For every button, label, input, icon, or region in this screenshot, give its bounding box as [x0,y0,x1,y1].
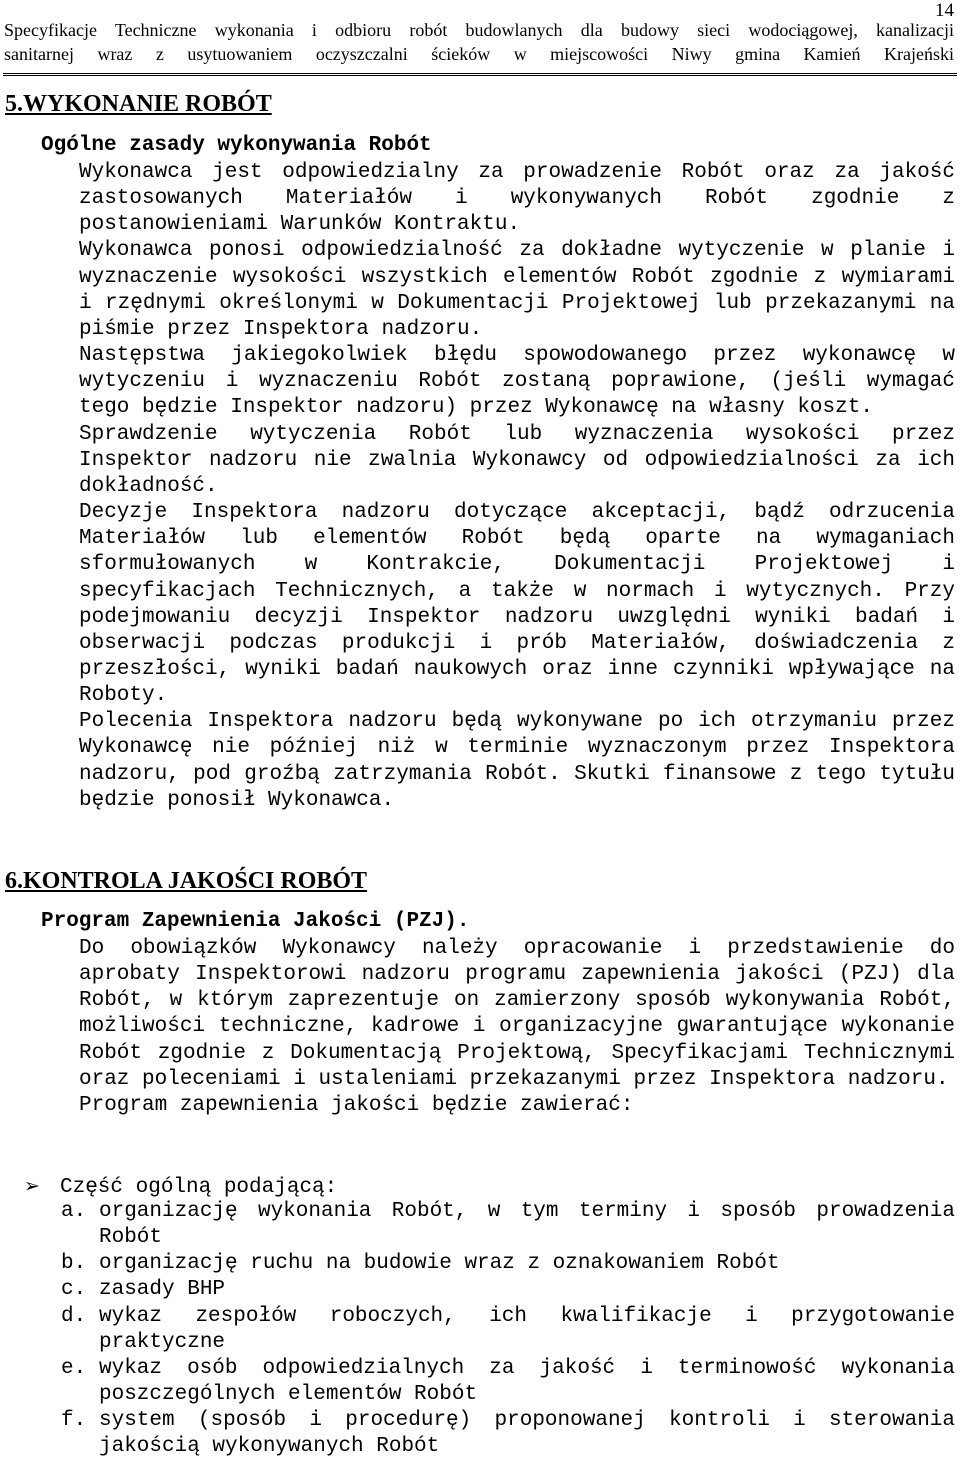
list-item [61,1304,955,1356]
list-item-text: organizację ruchu na budowie wraz z oznakowaniem Robót [99,1252,780,1276]
paragraph: Program zapewnienia jakości będzie zawierać: [79,1093,634,1117]
section-6-body [79,936,955,1119]
requirements-list [61,1199,955,1461]
list-item [61,1277,955,1303]
list-marker: a. [61,1200,87,1223]
running-header-line-2: sanitarnej wraz z usytuowaniem oczyszczalni ścieków w miejscowości Niwy gmina Kamień Krajeński [4,44,954,64]
section-5-subheading: Ogólne zasady wykonywania Robót [41,134,432,157]
running-header-line-1: Specyfikacje Techniczne wykonania i odbioru robót budowlanych dla budowy sieci wodociągowej, kanalizacji [4,20,954,40]
paragraph: Wykonawca ponosi odpowiedzialność za dokładne wytyczenie w planie i wyznaczenie wysokości wszystkich elementów Robót zgodnie z wymiarami i rzędnymi określonymi w Dokumentacji Projektowej lub przekazanymi na piśmie przez Inspektora nadzoru. [79,239,955,341]
list-marker: d. [61,1304,87,1328]
running-header [4,18,954,66]
paragraph: Następstwa jakiegokolwiek błędu spowodowanego przez wykonawcę w wytyczeniu i wyznaczeniu Robót zostaną poprawione, (jeśli wymagać tego będzie Inspektor nadzoru) przez Wykonawcę na własny koszt. [79,344,955,420]
list-item-text: wykaz zespołów roboczych, ich kwalifikacje i przygotowanie praktyczne [99,1304,955,1354]
list-item [61,1356,955,1408]
section-5-body [79,160,955,814]
list-marker: b. [61,1252,87,1276]
list-item-text: zasady BHP [99,1278,226,1302]
paragraph: Decyzje Inspektora nadzoru dotyczące akceptacji, bądź odrzucenia Materiałów lub elementów Robót będą oparte na wymaganiach sformułowanych w Kontrakcie, Dokumentacji Projektowej i specyfikacjach Technicznych, a także w normach i wytycznych. Przy podejmowaniu decyzji Inspektor nadzoru uwzględni wyniki badań i obserwacji podczas produkcji i prób Materiałów, doświadczenia z przeszłości, wyniki badań naukowych oraz inne czynniki wpływające na Roboty. [79,501,955,708]
page-number: 14 [935,0,954,21]
header-divider [3,73,957,76]
section-6-subheading: Program Zapewnienia Jakości (PZJ). [41,910,470,933]
list-item-text: wykaz osób odpowiedzialnych za jakość i terminowość wykonania poszczególnych elementów Robót [99,1356,955,1407]
list-item-text: system (sposób i procedurę) proponowanej kontroli i sterowania jakością wykonywanych Robót [99,1409,955,1459]
section-6-heading: 6.KONTROLA JAKOŚCI ROBÓT [5,868,368,894]
paragraph: Polecenia Inspektora nadzoru będą wykonywane po ich otrzymaniu przez Wykonawcę nie później niż w terminie wyznaczonym przez Inspektora nadzoru, pod groźbą zatrzymania Robót. Skutki finansowe z tego tytułu będzie ponosił Wykonawca. [79,710,955,812]
list-marker: f. [61,1409,87,1433]
list-item [61,1251,955,1277]
paragraph: Do obowiązków Wykonawcy należy opracowanie i przedstawienie do aprobaty Inspektorowi nadzoru programu zapewnienia jakości (PZJ) dla Robót, w którym zaprezentuje on zamierzony sposób wykonywania Robót, możliwości techniczne, kadrowe i organizacyjne gwarantujące wykonanie Robót zgodnie z Dokumentacją Projektową, Specyfikacjami Technicznymi oraz poleceniami i ustaleniami przekazanymi przez Inspektora nadzoru. [79,937,955,1091]
list-item [61,1199,955,1251]
section-5-heading: 5.WYKONANIE ROBÓT [5,91,272,117]
list-marker: e. [61,1356,87,1380]
bullet-text: Część ogólną podającą: [60,1176,338,1199]
list-item [61,1408,955,1460]
bullet-item [24,1173,337,1201]
paragraph: Wykonawca jest odpowiedzialny za prowadzenie Robót oraz za jakość zastosowanych Materiałów i wykonywanych Robót zgodnie z postanowieniami Warunków Kontraktu. [79,161,955,237]
list-item-text: organizację wykonania Robót, w tym terminy i sposób prowadzenia Robót [99,1200,955,1250]
arrow-bullet-icon: ➢ [24,1175,40,1197]
list-marker: c. [61,1278,87,1302]
paragraph: Sprawdzenie wytyczenia Robót lub wyznaczenia wysokości przez Inspektor nadzoru nie zwalnia Wykonawcy od odpowiedzialności za ich dokładność. [79,422,955,498]
